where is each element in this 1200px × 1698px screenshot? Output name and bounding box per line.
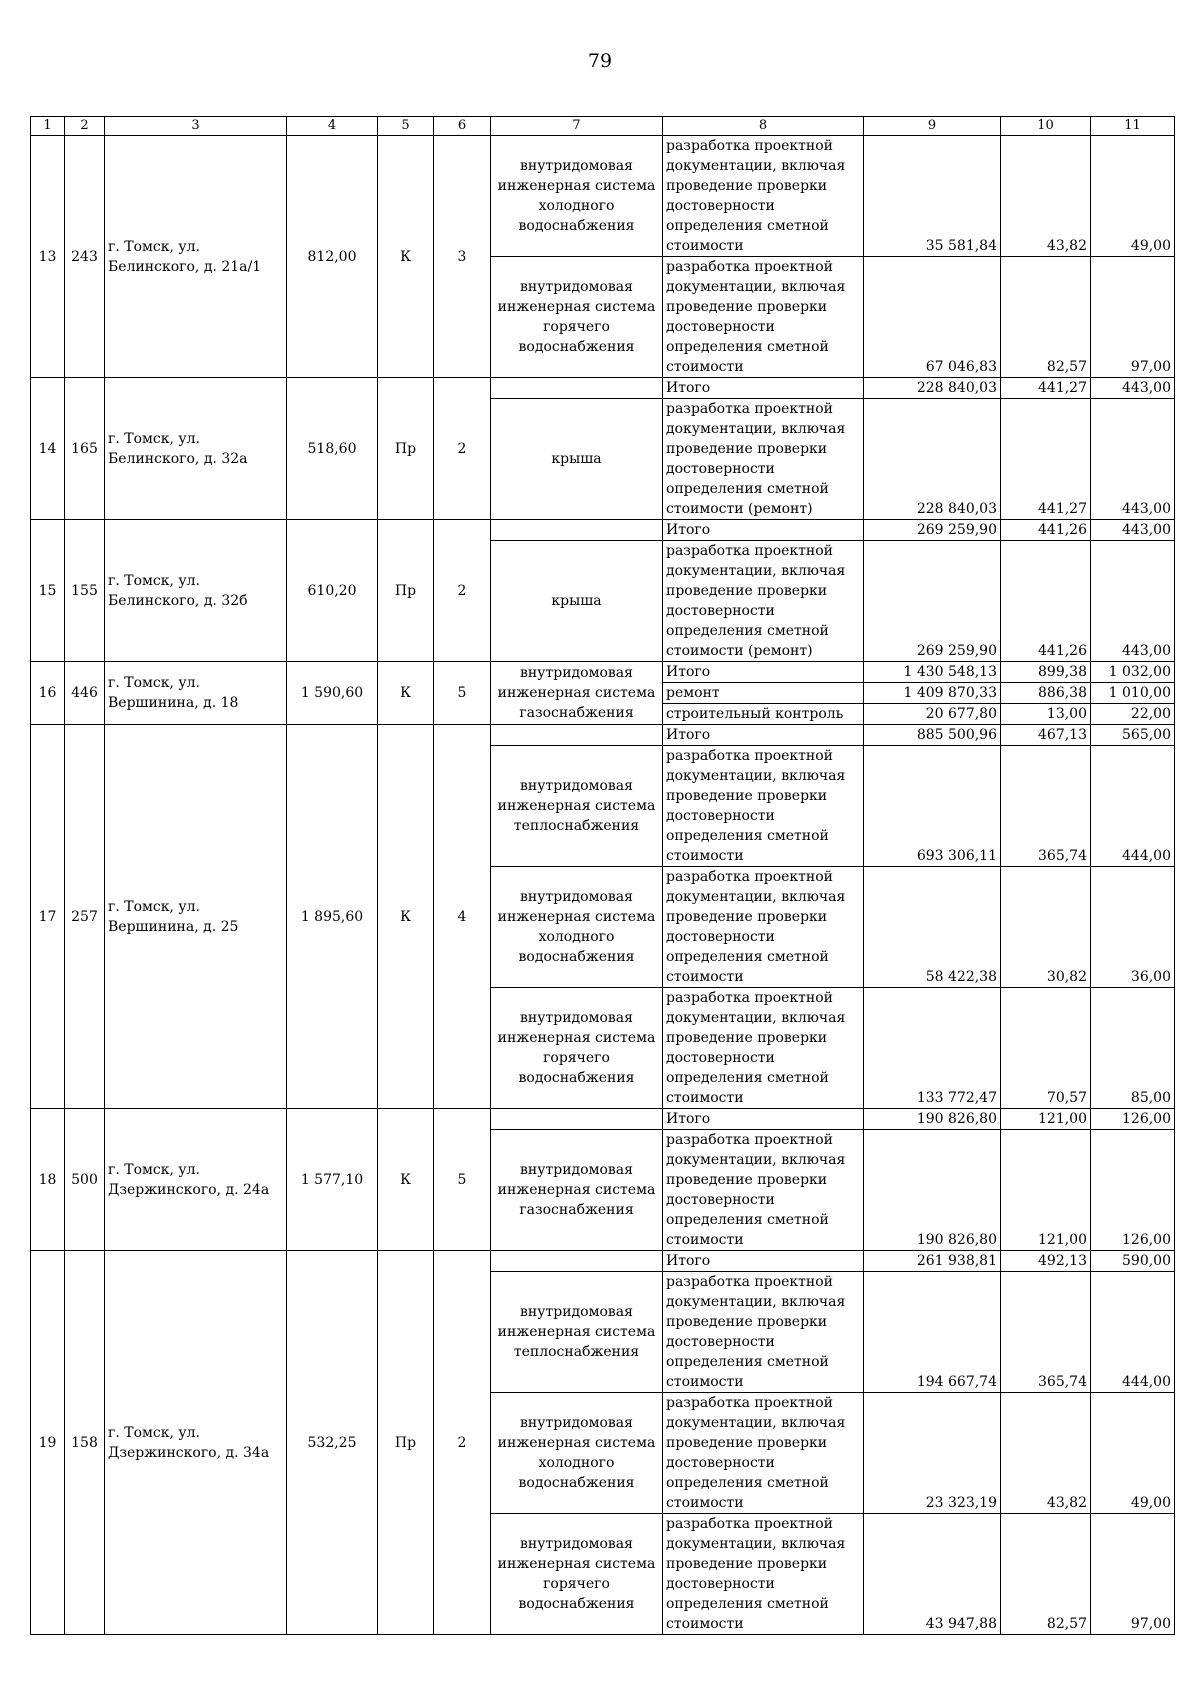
row-number: 18 xyxy=(31,1109,65,1251)
page-number: 79 xyxy=(587,50,613,72)
max-cost-per-sqm: 49,00 xyxy=(1091,1393,1175,1514)
column-number: 3 xyxy=(105,117,287,136)
house-type: Пр xyxy=(378,1251,434,1635)
table-row-total xyxy=(31,520,1175,541)
column-number: 11 xyxy=(1091,117,1175,136)
house-type: К xyxy=(378,136,434,378)
engineering-system: внутридомовая инженерная система теплоснабжения xyxy=(491,746,663,867)
cost-value: 194 667,74 xyxy=(864,1272,1001,1393)
cost-per-sqm: 492,13 xyxy=(1001,1251,1091,1272)
work-type: Итого xyxy=(663,1251,864,1272)
engineering-system: внутридомовая инженерная система газоснабжения xyxy=(491,1130,663,1251)
work-type: ремонт xyxy=(663,683,864,704)
work-type: разработка проектной документации, включая проведение проверки достоверности определения сметной стоимости xyxy=(663,1272,864,1393)
house-type: Пр xyxy=(378,378,434,520)
house-area: 1 895,60 xyxy=(287,725,378,1109)
house-id: 257 xyxy=(65,725,105,1109)
row-number: 13 xyxy=(31,136,65,378)
engineering-system xyxy=(491,725,663,746)
work-type: разработка проектной документации, включая проведение проверки достоверности определения сметной стоимости xyxy=(663,746,864,867)
cost-per-sqm: 43,82 xyxy=(1001,1393,1091,1514)
house-area: 812,00 xyxy=(287,136,378,378)
engineering-system: внутридомовая инженерная система холодного водоснабжения xyxy=(491,867,663,988)
max-cost-per-sqm: 85,00 xyxy=(1091,988,1175,1109)
engineering-system xyxy=(491,1109,663,1130)
max-cost-per-sqm: 444,00 xyxy=(1091,746,1175,867)
cost-per-sqm: 82,57 xyxy=(1001,1514,1091,1635)
engineering-system: внутридомовая инженерная система горячего водоснабжения xyxy=(491,988,663,1109)
cost-value: 190 826,80 xyxy=(864,1130,1001,1251)
house-address: г. Томск, ул. Вершинина, д. 18 xyxy=(105,662,287,725)
column-number: 4 xyxy=(287,117,378,136)
work-type: разработка проектной документации, включая проведение проверки достоверности определения сметной стоимости xyxy=(663,136,864,257)
cost-per-sqm: 441,27 xyxy=(1001,378,1091,399)
work-type: разработка проектной документации, включая проведение проверки достоверности определения сметной стоимости (ремонт) xyxy=(663,541,864,662)
house-floors: 3 xyxy=(434,136,491,378)
house-address: г. Томск, ул. Белинского, д. 21а/1 xyxy=(105,136,287,378)
house-area: 532,25 xyxy=(287,1251,378,1635)
table-row-total xyxy=(31,662,1175,683)
cost-per-sqm: 441,26 xyxy=(1001,541,1091,662)
max-cost-per-sqm: 443,00 xyxy=(1091,378,1175,399)
row-number: 14 xyxy=(31,378,65,520)
work-type: разработка проектной документации, включая проведение проверки достоверности определения сметной стоимости xyxy=(663,1393,864,1514)
house-id: 243 xyxy=(65,136,105,378)
engineering-system: внутридомовая инженерная система горячего водоснабжения xyxy=(491,1514,663,1635)
work-type: разработка проектной документации, включая проведение проверки достоверности определения сметной стоимости (ремонт) xyxy=(663,399,864,520)
cost-value: 228 840,03 xyxy=(864,399,1001,520)
cost-value: 1 409 870,33 xyxy=(864,683,1001,704)
capital-repair-table xyxy=(30,116,1175,1635)
column-number: 8 xyxy=(663,117,864,136)
house-area: 518,60 xyxy=(287,378,378,520)
engineering-system: крыша xyxy=(491,541,663,662)
max-cost-per-sqm: 590,00 xyxy=(1091,1251,1175,1272)
column-number: 6 xyxy=(434,117,491,136)
cost-per-sqm: 365,74 xyxy=(1001,746,1091,867)
cost-per-sqm: 70,57 xyxy=(1001,988,1091,1109)
cost-value: 67 046,83 xyxy=(864,257,1001,378)
max-cost-per-sqm: 22,00 xyxy=(1091,704,1175,725)
work-type: Итого xyxy=(663,1109,864,1130)
work-type: разработка проектной документации, включая проведение проверки достоверности определения сметной стоимости xyxy=(663,867,864,988)
max-cost-per-sqm: 443,00 xyxy=(1091,520,1175,541)
house-floors: 4 xyxy=(434,725,491,1109)
max-cost-per-sqm: 126,00 xyxy=(1091,1130,1175,1251)
work-type: разработка проектной документации, включая проведение проверки достоверности определения сметной стоимости xyxy=(663,257,864,378)
house-address: г. Томск, ул. Дзержинского, д. 34а xyxy=(105,1251,287,1635)
cost-value: 885 500,96 xyxy=(864,725,1001,746)
column-number: 2 xyxy=(65,117,105,136)
cost-per-sqm: 365,74 xyxy=(1001,1272,1091,1393)
column-number: 7 xyxy=(491,117,663,136)
house-type: К xyxy=(378,1109,434,1251)
house-address: г. Томск, ул. Дзержинского, д. 24а xyxy=(105,1109,287,1251)
cost-per-sqm: 13,00 xyxy=(1001,704,1091,725)
cost-value: 35 581,84 xyxy=(864,136,1001,257)
work-type: разработка проектной документации, включая проведение проверки достоверности определения сметной стоимости xyxy=(663,1130,864,1251)
max-cost-per-sqm: 49,00 xyxy=(1091,136,1175,257)
row-number: 15 xyxy=(31,520,65,662)
work-type: Итого xyxy=(663,378,864,399)
house-floors: 2 xyxy=(434,378,491,520)
engineering-system: внутридомовая инженерная система горячего водоснабжения xyxy=(491,257,663,378)
column-number-row xyxy=(31,117,1175,136)
max-cost-per-sqm: 444,00 xyxy=(1091,1272,1175,1393)
house-floors: 2 xyxy=(434,520,491,662)
max-cost-per-sqm: 1 032,00 xyxy=(1091,662,1175,683)
cost-value: 133 772,47 xyxy=(864,988,1001,1109)
max-cost-per-sqm: 97,00 xyxy=(1091,1514,1175,1635)
work-type: строительный контроль xyxy=(663,704,864,725)
house-id: 155 xyxy=(65,520,105,662)
column-number: 1 xyxy=(31,117,65,136)
cost-value: 269 259,90 xyxy=(864,520,1001,541)
cost-per-sqm: 43,82 xyxy=(1001,136,1091,257)
row-number: 19 xyxy=(31,1251,65,1635)
cost-per-sqm: 441,27 xyxy=(1001,399,1091,520)
table-row-total xyxy=(31,725,1175,746)
engineering-system xyxy=(491,378,663,399)
work-type: Итого xyxy=(663,520,864,541)
cost-value: 261 938,81 xyxy=(864,1251,1001,1272)
row-number: 17 xyxy=(31,725,65,1109)
engineering-system: крыша xyxy=(491,399,663,520)
house-id: 500 xyxy=(65,1109,105,1251)
table-row-total xyxy=(31,1109,1175,1130)
engineering-system xyxy=(491,1251,663,1272)
work-type: Итого xyxy=(663,662,864,683)
work-type: разработка проектной документации, включая проведение проверки достоверности определения сметной стоимости xyxy=(663,988,864,1109)
house-id: 165 xyxy=(65,378,105,520)
house-address: г. Томск, ул. Белинского, д. 32б xyxy=(105,520,287,662)
column-number: 10 xyxy=(1001,117,1091,136)
engineering-system: внутридомовая инженерная система газоснабжения xyxy=(491,662,663,725)
house-address: г. Томск, ул. Вершинина, д. 25 xyxy=(105,725,287,1109)
cost-value: 269 259,90 xyxy=(864,541,1001,662)
max-cost-per-sqm: 443,00 xyxy=(1091,399,1175,520)
cost-value: 228 840,03 xyxy=(864,378,1001,399)
max-cost-per-sqm: 97,00 xyxy=(1091,257,1175,378)
column-number: 9 xyxy=(864,117,1001,136)
house-area: 1 577,10 xyxy=(287,1109,378,1251)
house-area: 610,20 xyxy=(287,520,378,662)
max-cost-per-sqm: 126,00 xyxy=(1091,1109,1175,1130)
table-row-total xyxy=(31,378,1175,399)
cost-per-sqm: 121,00 xyxy=(1001,1109,1091,1130)
house-type: К xyxy=(378,662,434,725)
cost-per-sqm: 467,13 xyxy=(1001,725,1091,746)
cost-per-sqm: 82,57 xyxy=(1001,257,1091,378)
engineering-system xyxy=(491,520,663,541)
house-floors: 5 xyxy=(434,662,491,725)
cost-value: 43 947,88 xyxy=(864,1514,1001,1635)
house-area: 1 590,60 xyxy=(287,662,378,725)
house-id: 446 xyxy=(65,662,105,725)
house-type: Пр xyxy=(378,520,434,662)
house-type: К xyxy=(378,725,434,1109)
cost-value: 693 306,11 xyxy=(864,746,1001,867)
cost-value: 23 323,19 xyxy=(864,1393,1001,1514)
house-address: г. Томск, ул. Белинского, д. 32а xyxy=(105,378,287,520)
cost-value: 190 826,80 xyxy=(864,1109,1001,1130)
column-number: 5 xyxy=(378,117,434,136)
cost-per-sqm: 899,38 xyxy=(1001,662,1091,683)
cost-per-sqm: 121,00 xyxy=(1001,1130,1091,1251)
cost-value: 1 430 548,13 xyxy=(864,662,1001,683)
cost-per-sqm: 30,82 xyxy=(1001,867,1091,988)
engineering-system: внутридомовая инженерная система холодного водоснабжения xyxy=(491,1393,663,1514)
cost-value: 20 677,80 xyxy=(864,704,1001,725)
row-number: 16 xyxy=(31,662,65,725)
engineering-system: внутридомовая инженерная система теплоснабжения xyxy=(491,1272,663,1393)
cost-per-sqm: 441,26 xyxy=(1001,520,1091,541)
work-type: разработка проектной документации, включая проведение проверки достоверности определения сметной стоимости xyxy=(663,1514,864,1635)
max-cost-per-sqm: 1 010,00 xyxy=(1091,683,1175,704)
cost-per-sqm: 886,38 xyxy=(1001,683,1091,704)
max-cost-per-sqm: 36,00 xyxy=(1091,867,1175,988)
house-floors: 5 xyxy=(434,1109,491,1251)
table-row-total xyxy=(31,1251,1175,1272)
table-row xyxy=(31,136,1175,257)
house-floors: 2 xyxy=(434,1251,491,1635)
work-type: Итого xyxy=(663,725,864,746)
cost-value: 58 422,38 xyxy=(864,867,1001,988)
max-cost-per-sqm: 443,00 xyxy=(1091,541,1175,662)
house-id: 158 xyxy=(65,1251,105,1635)
max-cost-per-sqm: 565,00 xyxy=(1091,725,1175,746)
engineering-system: внутридомовая инженерная система холодного водоснабжения xyxy=(491,136,663,257)
